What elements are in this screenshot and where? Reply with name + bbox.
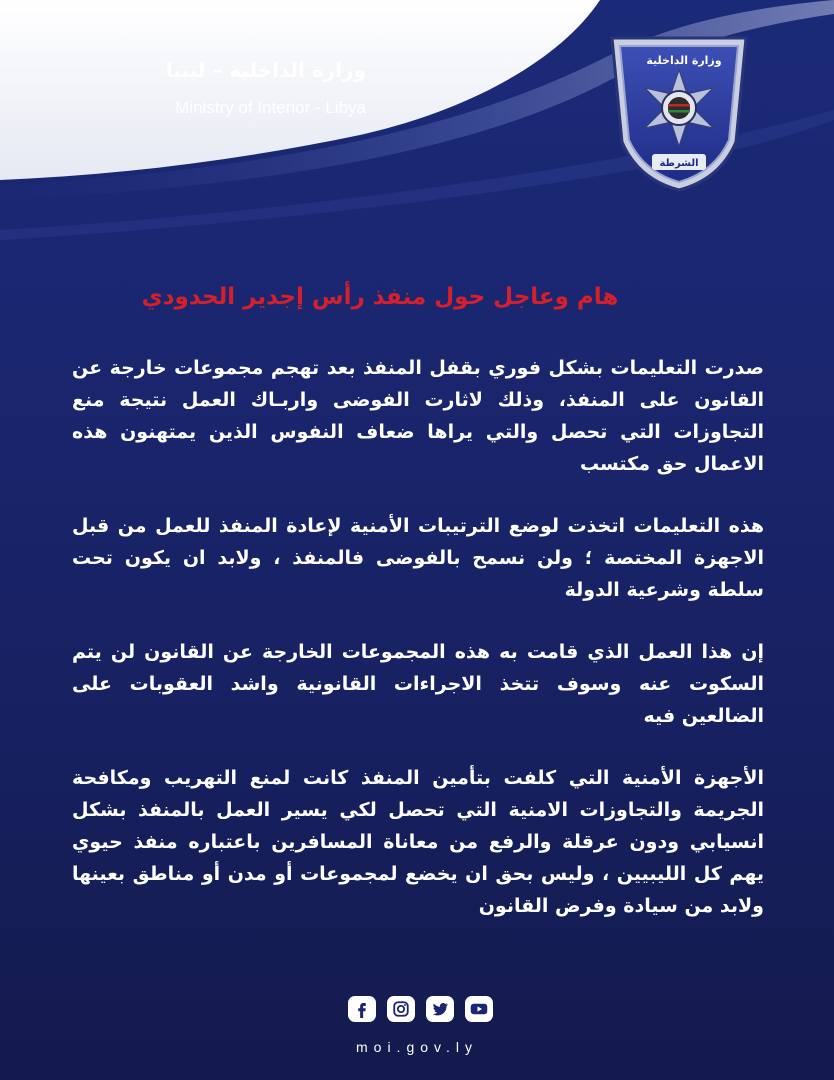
paragraph-4: الأجهزة الأمنية التي كلفت بتأمين المنفذ كانت لمنع التهريب ومكافحة الجريمة والتجاوزات الامنية التي تحصل لكي يسير العمل بالمنفذ بشكل انسيابي ودون عرقلة والرفع من معاناة المسافرين باعتباره منفذ حيوي يهم كل الليبيين ، وليس بحق ان يخضع لمجموعات أو مدن أو مناطق بعينها ولابد من سيادة وفرض القانون — [72, 767, 764, 917]
paragraph-3: إن هذا العمل الذي قامت به هذه المجموعات الخارجة عن القانون لن يتم السكوت عنه وسوف تتخذ الاجراءات القانونية واشد العقوبات على الضالعين فيه — [72, 641, 764, 727]
ministry-name-english: Ministry of Interior - Libya — [175, 98, 366, 117]
website-link[interactable]: moi.gov.ly — [356, 1039, 478, 1055]
youtube-icon[interactable] — [465, 996, 493, 1022]
emblem-top-text: وزارة الداخلية — [646, 54, 722, 67]
headline: هام وعاجل حول منفذ رأس إجدير الحدودي — [141, 284, 619, 310]
paragraph-1: صدرت التعليمات بشكل فوري بقفل المنفذ بعد تهجم مجموعات خارجة عن القانون على المنفذ، وذلك لاثارت الفوضى واربـاك العمل نتيجة منع التجاوزات التي تحصل والتي يراها ضعاف النفوس الذين يمتهنون هذه الاعمال حق مكتسب — [72, 357, 764, 475]
ministry-name-arabic: وزارة الداخلية – ليبيا — [165, 58, 366, 82]
ministry-header — [166, 58, 366, 118]
facebook-icon[interactable] — [348, 996, 376, 1022]
statement-body — [72, 352, 764, 952]
emblem-bottom-text: الشرطة — [659, 158, 699, 169]
instagram-icon[interactable] — [387, 996, 415, 1022]
police-emblem-logo — [604, 24, 754, 194]
twitter-icon[interactable] — [426, 996, 454, 1022]
social-links — [348, 996, 493, 1022]
paragraph-2: هذه التعليمات اتخذت لوضع الترتيبات الأمنية لإعادة المنفذ للعمل من قبل الاجهزة المختصة ؛ ولن نسمح بالفوضى فالمنفذ ، ولابد ان يكون تحت سلطة وشرعية الدولة — [72, 515, 764, 601]
